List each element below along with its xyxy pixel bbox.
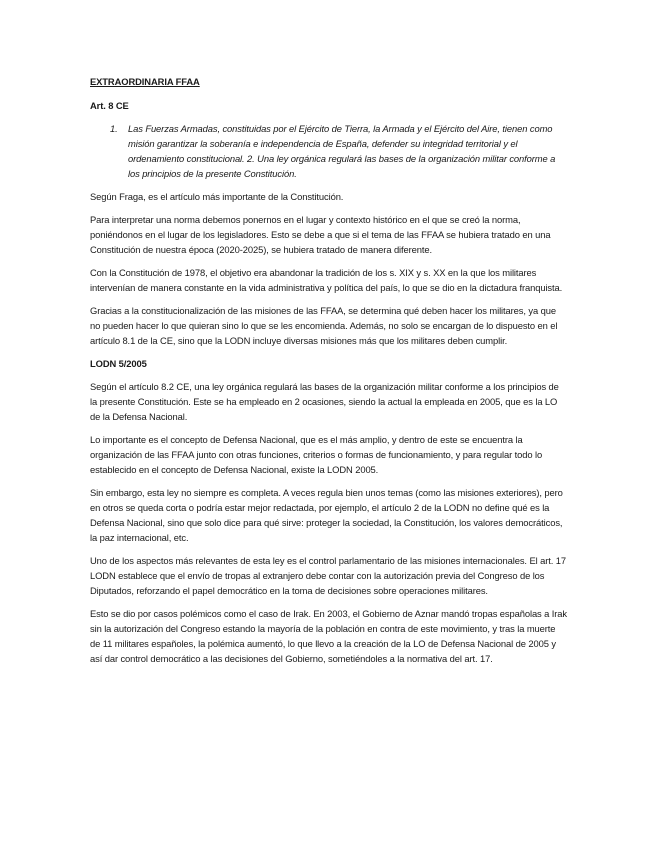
paragraph: Lo importante es el concepto de Defensa Nacional, que es el más amplio, y dentro de este se encuentra la organización de las FFAA junto con otras funciones, criterios o formas de funcionamiento, y para regular todo lo establecido en el concepto de Defensa Nacional, existe la LODN 2005. [90, 434, 543, 475]
paragraph: Sin embargo, esta ley no siempre es completa. A veces regula bien unos temas (como las misiones exteriores), pero en otros se queda corta o podría estar mejor redactada, por ejemplo, el artículo 2 de la LODN no define qué es la Defensa Nacional, sino que solo dice para qué sirve: proteger la sociedad, la Constitución, los valores democráticos, la paz internacional, etc. [90, 487, 563, 543]
quoted-article-text: Las Fuerzas Armadas, constituidas por el Ejército de Tierra, la Armada y el Ejército del Aire, tienen como misión garantizar la soberanía e independencia de España, defender su integridad territorial y el ordenamiento constitucional. 2. Una ley orgánica regulará las bases de la organización militar conforme a los principios de la presente Constitución. [128, 123, 556, 179]
section-heading-art8: Art. 8 CE [90, 100, 129, 111]
paragraph: Gracias a la constitucionalización de las misiones de las FFAA, se determina qué deben hacer los militares, ya que no pueden hacer lo que quieran sino lo que se les encomienda. Además, no solo se encargan de lo dispuesto en el artículo 8.1 de la CE, sino que la LODN incluye diversas misiones más que los militares deben cumplir. [90, 305, 558, 346]
paragraph: Uno de los aspectos más relevantes de esta ley es el control parlamentario de las misiones internacionales. El art. 17 LODN establece que el envío de tropas al extranjero debe contar con la autorización previa del Congreso de los Diputados, reforzando el papel democrático en la toma de decisiones sobre operaciones militares. [90, 555, 566, 596]
paragraph: Esto se dio por casos polémicos como el caso de Irak. En 2003, el Gobierno de Aznar mandó tropas españolas a Irak sin la autorización del Congreso estando la mayoría de la población en contra de este movimiento, y tras la muerte de 11 militares españoles, la polémica aumentó, lo que llevo a la creación de la LO de Defensa Nacional de 2005 y así dar control democrático a las decisiones del Gobierno, sometiéndoles a la normativa del art. 17. [90, 608, 567, 664]
section-heading-lodn: LODN 5/2005 [90, 358, 147, 369]
paragraph: Para interpretar una norma debemos ponernos en el lugar y contexto histórico en el que se creó la norma, poniéndonos en el lugar de los legisladores. Esto se debe a que si el tema de las FFAA se hubiera tratado en una Constitución de nuestra época (2020-2025), se hubiera tratado de manera diferente. [90, 214, 551, 255]
paragraph: Con la Constitución de 1978, el objetivo era abandonar la tradición de los s. XIX y s. XX en la que los militares intervenían de manera constante en la vida administrativa y política del país, lo que se dio en la dictadura franquista. [90, 267, 563, 293]
quoted-article-number: 1. [110, 123, 118, 134]
paragraph: Según Fraga, es el artículo más importante de la Constitución. [90, 191, 344, 202]
document-page [90, 74, 568, 674]
quoted-article-list [90, 121, 568, 181]
quoted-article-item [90, 121, 568, 181]
paragraph: Según el artículo 8.2 CE, una ley orgánica regulará las bases de la organización militar conforme a los principios de la presente Constitución. Este se ha empleado en 2 ocasiones, siendo la actual la empleada en 2005, que es la LO de la Defensa Nacional. [90, 381, 559, 422]
document-title: EXTRAORDINARIA FFAA [90, 76, 200, 87]
